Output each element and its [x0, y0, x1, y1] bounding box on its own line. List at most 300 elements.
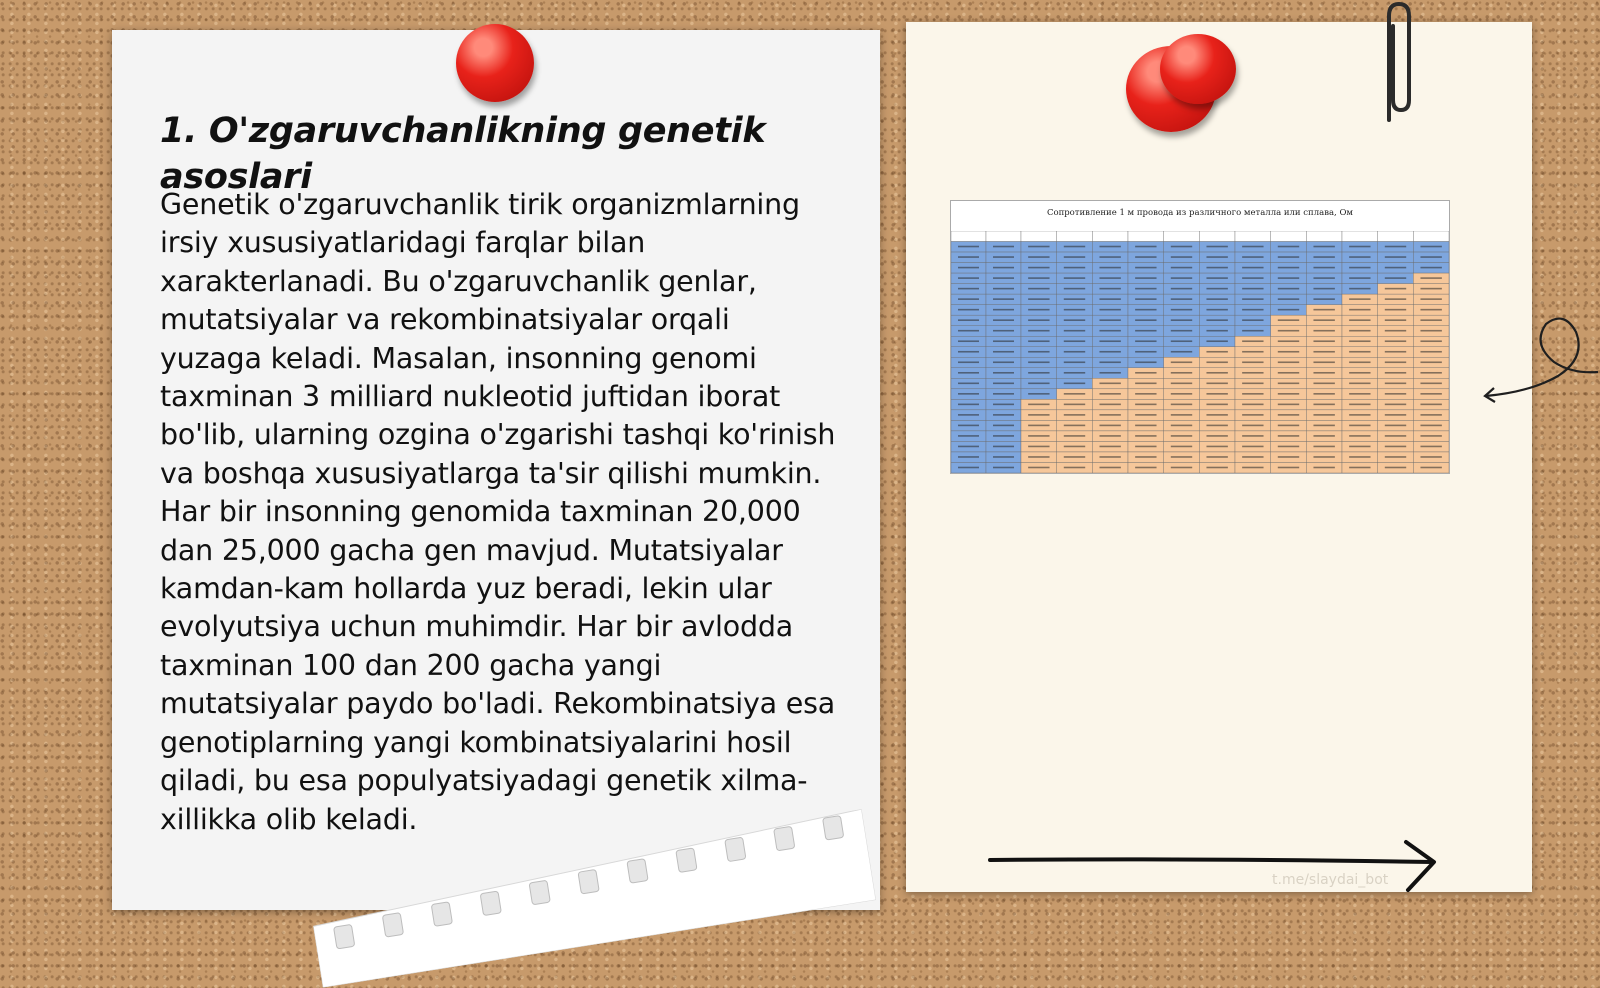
table-cell-value-mark — [1349, 404, 1370, 406]
table-cell-value-mark — [1385, 446, 1406, 448]
table-cell-value-mark — [958, 340, 979, 342]
table-cell-value-mark — [1420, 298, 1441, 300]
table-cell-value-mark — [1099, 256, 1120, 258]
table-cell-value-mark — [1028, 351, 1049, 353]
table-cell-value-mark — [1242, 288, 1263, 290]
table-cell-value-mark — [1206, 340, 1227, 342]
table-cell-value-mark — [1313, 425, 1334, 427]
table-cell-value-mark — [1420, 393, 1441, 395]
slide-body-text: Genetik o'zgaruvchanlik tirik organizmlarning irsiy xususiyatlaridagi farqlar bilan xarakterlanadi. Bu o'zgaruvchanlik genlar, mutatsiyalar va rekombinatsiyalar orqali yuzaga keladi. Masalan, insonning genomi taxminan 3 milliard nukleotid juftidan iborat bo'lib, ularning ozgina o'zgarishi tashqi ko'rinish va boshqa xususiyatlarga ta'sir qilishi mumkin. Har bir insonning genomida taxminan 20,000 dan 25,000 gacha gen mavjud. Mutatsiyalar kamdan-kam hollarda yuz beradi, lekin ular evolyutsiya uchun muhimdir. Har bir avlodda taxminan 100 dan 200 gacha yangi mutatsiyalar paydo bo'ladi. Rekombinatsiya esa genotiplarning yangi kombinatsiyalarini hosil qiladi, bu esa populyatsiyadagi genetik xilma-xillikka olib keladi. — [160, 188, 836, 836]
table-cell-value-mark — [1099, 393, 1120, 395]
table-cell — [1021, 231, 1057, 242]
table-cell-value-mark — [1171, 414, 1192, 416]
table-cell-value-mark — [1278, 435, 1299, 437]
table-cell-value-mark — [1349, 277, 1370, 279]
table-cell-value-mark — [1064, 267, 1085, 269]
table-cell-value-mark — [1099, 435, 1120, 437]
table-cell-value-mark — [1420, 425, 1441, 427]
table-cell-value-mark — [1206, 330, 1227, 332]
table-cell-value-mark — [1385, 256, 1406, 258]
table-cell-value-mark — [1313, 298, 1334, 300]
table-cell-value-mark — [1135, 446, 1156, 448]
table-cell-value-mark — [1349, 267, 1370, 269]
table-cell-value-mark — [1064, 456, 1085, 458]
table-cell-value-mark — [1135, 383, 1156, 385]
table-cell-value-mark — [993, 319, 1014, 321]
table-cell-value-mark — [1313, 288, 1334, 290]
table-cell-value-mark — [1028, 446, 1049, 448]
table-cell-value-mark — [1099, 267, 1120, 269]
table-cell-value-mark — [1206, 372, 1227, 374]
table-cell-value-mark — [1385, 361, 1406, 363]
table-cell-value-mark — [1099, 309, 1120, 311]
resistance-table-image — [950, 200, 1450, 474]
table-cell-value-mark — [1135, 404, 1156, 406]
table-cell-value-mark — [1028, 256, 1049, 258]
table-cell-value-mark — [1206, 277, 1227, 279]
table-cell-value-mark — [1171, 267, 1192, 269]
table-cell-value-mark — [1206, 309, 1227, 311]
table-cell-value-mark — [1420, 309, 1441, 311]
table-cell-value-mark — [1420, 288, 1441, 290]
table-cell-value-mark — [1278, 383, 1299, 385]
table-cell — [1342, 231, 1378, 242]
table-cell-value-mark — [1064, 446, 1085, 448]
table-cell-value-mark — [1028, 467, 1049, 469]
table-cell-value-mark — [1171, 361, 1192, 363]
table-cell — [1235, 231, 1271, 242]
table-cell-value-mark — [1171, 435, 1192, 437]
table-cell-value-mark — [1278, 340, 1299, 342]
table-cell-value-mark — [1099, 298, 1120, 300]
table-cell-value-mark — [1420, 267, 1441, 269]
table-cell-value-mark — [1242, 277, 1263, 279]
table-cell-value-mark — [1171, 309, 1192, 311]
table-cell-value-mark — [1171, 340, 1192, 342]
table-cell-value-mark — [1135, 309, 1156, 311]
table-cell-value-mark — [993, 246, 1014, 248]
table-cell-value-mark — [1028, 298, 1049, 300]
table-cell-value-mark — [1135, 288, 1156, 290]
table-cell-value-mark — [1028, 425, 1049, 427]
table-cell-value-mark — [1099, 319, 1120, 321]
table-cell-value-mark — [1028, 288, 1049, 290]
table-cell-value-mark — [1171, 446, 1192, 448]
table-cell-value-mark — [1420, 361, 1441, 363]
table-cell-value-mark — [1385, 288, 1406, 290]
table-cell-value-mark — [1349, 425, 1370, 427]
table-cell-value-mark — [1135, 319, 1156, 321]
table-cell-value-mark — [993, 288, 1014, 290]
table-cell-value-mark — [1313, 267, 1334, 269]
table-cell-value-mark — [1420, 340, 1441, 342]
table-cell-value-mark — [1278, 393, 1299, 395]
table-cell-value-mark — [1242, 246, 1263, 248]
table-cell-value-mark — [1420, 246, 1441, 248]
table-cell-value-mark — [1278, 309, 1299, 311]
table-cell-value-mark — [1349, 414, 1370, 416]
table-cell-value-mark — [1313, 309, 1334, 311]
table-cell-value-mark — [1135, 330, 1156, 332]
table-cell-value-mark — [993, 456, 1014, 458]
table-cell-value-mark — [1171, 467, 1192, 469]
table-cell-value-mark — [958, 446, 979, 448]
table-cell-value-mark — [958, 467, 979, 469]
table-cell-value-mark — [1385, 309, 1406, 311]
table-cell-value-mark — [1064, 372, 1085, 374]
table-cell-value-mark — [1385, 246, 1406, 248]
table-cell-value-mark — [1171, 330, 1192, 332]
table-cell-value-mark — [1206, 393, 1227, 395]
table-cell-value-mark — [993, 414, 1014, 416]
table-cell-value-mark — [1349, 467, 1370, 469]
table-cell-value-mark — [1171, 246, 1192, 248]
table-cell-value-mark — [1313, 277, 1334, 279]
table-cell-value-mark — [1313, 467, 1334, 469]
table-cell-value-mark — [1349, 435, 1370, 437]
table-cell-value-mark — [1349, 309, 1370, 311]
table-cell-value-mark — [1206, 298, 1227, 300]
table-cell-value-mark — [1242, 330, 1263, 332]
table-cell-value-mark — [1242, 456, 1263, 458]
table-cell — [951, 231, 986, 242]
table-cell-value-mark — [958, 404, 979, 406]
table-cell-value-mark — [1099, 414, 1120, 416]
table-cell-value-mark — [993, 277, 1014, 279]
table-cell-value-mark — [1028, 246, 1049, 248]
table-cell — [1057, 231, 1093, 242]
table-cell-value-mark — [1028, 340, 1049, 342]
table-cell — [1306, 231, 1342, 242]
table-cell-value-mark — [958, 330, 979, 332]
table-cell-value-mark — [1135, 256, 1156, 258]
table-cell-value-mark — [1278, 414, 1299, 416]
table-cell-value-mark — [1349, 446, 1370, 448]
table-cell-value-mark — [1313, 246, 1334, 248]
table-cell-value-mark — [1099, 330, 1120, 332]
table-cell-value-mark — [1135, 414, 1156, 416]
table-cell-value-mark — [1313, 404, 1334, 406]
table-cell-value-mark — [1420, 256, 1441, 258]
table-cell-value-mark — [958, 288, 979, 290]
table-cell-value-mark — [1064, 383, 1085, 385]
table-cell-value-mark — [1278, 330, 1299, 332]
table-cell-value-mark — [993, 467, 1014, 469]
table-cell-value-mark — [1313, 456, 1334, 458]
table-cell-value-mark — [958, 256, 979, 258]
table-cell-value-mark — [1242, 256, 1263, 258]
table-cell-value-mark — [1171, 393, 1192, 395]
table-cell-value-mark — [1313, 256, 1334, 258]
table-cell-value-mark — [1064, 277, 1085, 279]
table-cell-value-mark — [1313, 351, 1334, 353]
table-cell-value-mark — [1171, 319, 1192, 321]
pushpin-icon — [456, 24, 534, 102]
table-cell-value-mark — [1028, 456, 1049, 458]
table-cell-value-mark — [1171, 372, 1192, 374]
table-cell-value-mark — [1349, 340, 1370, 342]
table-cell-value-mark — [1171, 256, 1192, 258]
table-cell-value-mark — [1206, 456, 1227, 458]
table-cell-value-mark — [1242, 298, 1263, 300]
table-cell-value-mark — [1206, 467, 1227, 469]
table-cell-value-mark — [1278, 246, 1299, 248]
table-cell-value-mark — [1028, 404, 1049, 406]
table-cell — [1092, 231, 1128, 242]
table-cell — [986, 231, 1021, 242]
table-cell-value-mark — [1349, 456, 1370, 458]
table-cell-value-mark — [958, 361, 979, 363]
table-cell-value-mark — [1064, 319, 1085, 321]
table-cell-value-mark — [1206, 383, 1227, 385]
table-cell-value-mark — [1349, 319, 1370, 321]
table-cell-value-mark — [1171, 456, 1192, 458]
table-cell-value-mark — [1099, 404, 1120, 406]
table-cell-value-mark — [1135, 393, 1156, 395]
table-cell-value-mark — [1099, 288, 1120, 290]
table-cell-value-mark — [1278, 456, 1299, 458]
table-cell-value-mark — [1278, 467, 1299, 469]
table-cell-value-mark — [1349, 372, 1370, 374]
table-cell-value-mark — [1064, 467, 1085, 469]
table-cell-value-mark — [1099, 372, 1120, 374]
table-cell-value-mark — [958, 319, 979, 321]
table-cell-value-mark — [1064, 435, 1085, 437]
table-cell-value-mark — [1171, 383, 1192, 385]
table-cell-value-mark — [1099, 383, 1120, 385]
table-cell-value-mark — [1099, 456, 1120, 458]
table-cell-value-mark — [993, 425, 1014, 427]
table-cell-value-mark — [1064, 330, 1085, 332]
table-cell-value-mark — [1135, 435, 1156, 437]
table-cell-value-mark — [958, 267, 979, 269]
table-cell-value-mark — [1242, 372, 1263, 374]
table-cell-value-mark — [1349, 351, 1370, 353]
table-cell-value-mark — [1135, 467, 1156, 469]
table-cell — [1413, 231, 1449, 242]
table-cell-value-mark — [1420, 383, 1441, 385]
table-cell — [1164, 231, 1200, 242]
table-cell-value-mark — [1135, 298, 1156, 300]
table-cell-value-mark — [1028, 309, 1049, 311]
table-cell-value-mark — [1385, 372, 1406, 374]
table-cell-value-mark — [1349, 288, 1370, 290]
table-cell-value-mark — [1064, 404, 1085, 406]
table-cell-value-mark — [1349, 361, 1370, 363]
table-cell-value-mark — [1420, 330, 1441, 332]
table-cell-value-mark — [1135, 372, 1156, 374]
table-cell-value-mark — [1278, 351, 1299, 353]
table-cell-value-mark — [1242, 404, 1263, 406]
table-cell-value-mark — [1420, 446, 1441, 448]
table-cell-value-mark — [1206, 319, 1227, 321]
table-cell-value-mark — [1278, 319, 1299, 321]
table-cell-value-mark — [1420, 467, 1441, 469]
table-cell-value-mark — [1385, 393, 1406, 395]
table-cell-value-mark — [1313, 383, 1334, 385]
table-cell-value-mark — [993, 340, 1014, 342]
table-cell-value-mark — [1278, 446, 1299, 448]
table-cell-value-mark — [1313, 340, 1334, 342]
table-cell-value-mark — [1385, 298, 1406, 300]
table-cell-value-mark — [958, 372, 979, 374]
table-cell-value-mark — [1242, 309, 1263, 311]
table-cell — [1128, 231, 1164, 242]
table-cell-value-mark — [1242, 361, 1263, 363]
table-cell-value-mark — [1278, 372, 1299, 374]
table-cell-value-mark — [1064, 425, 1085, 427]
table-cell-value-mark — [1313, 446, 1334, 448]
table-cell-value-mark — [1385, 330, 1406, 332]
table-cell-value-mark — [993, 298, 1014, 300]
table-cell-value-mark — [1028, 414, 1049, 416]
table-cell-value-mark — [1171, 351, 1192, 353]
table-cell-value-mark — [1028, 435, 1049, 437]
table-cell-value-mark — [958, 246, 979, 248]
table-cell-value-mark — [1242, 393, 1263, 395]
table-cell-value-mark — [1313, 319, 1334, 321]
table-cell-value-mark — [1064, 361, 1085, 363]
table-cell-value-mark — [1206, 351, 1227, 353]
table-cell-value-mark — [958, 309, 979, 311]
table-cell-value-mark — [993, 435, 1014, 437]
table-cell-value-mark — [993, 330, 1014, 332]
table-cell-value-mark — [1099, 446, 1120, 448]
table-cell — [1271, 231, 1307, 242]
table-cell-value-mark — [958, 393, 979, 395]
table-cell-value-mark — [1064, 288, 1085, 290]
curl-arrow-icon — [1480, 312, 1600, 408]
table-cell-value-mark — [1242, 435, 1263, 437]
table-cell-value-mark — [1420, 414, 1441, 416]
table-cell-value-mark — [1349, 383, 1370, 385]
table-cell-value-mark — [1385, 319, 1406, 321]
table-cell-value-mark — [1099, 340, 1120, 342]
table-cell-value-mark — [1171, 288, 1192, 290]
table-cell-value-mark — [1099, 351, 1120, 353]
table-cell-value-mark — [1242, 340, 1263, 342]
table-cell-value-mark — [1385, 267, 1406, 269]
table-cell-value-mark — [1349, 393, 1370, 395]
table-cell-value-mark — [1099, 246, 1120, 248]
table-cell-value-mark — [1385, 277, 1406, 279]
table-cell-value-mark — [1278, 267, 1299, 269]
table-cell-value-mark — [1028, 383, 1049, 385]
table-cell-value-mark — [1206, 404, 1227, 406]
table-cell-value-mark — [1064, 393, 1085, 395]
table-cell-value-mark — [1349, 298, 1370, 300]
table-cell-value-mark — [1206, 288, 1227, 290]
paperclip-icon — [1375, 0, 1421, 126]
table-cell-value-mark — [958, 383, 979, 385]
table-cell-value-mark — [1064, 298, 1085, 300]
table-cell-value-mark — [1028, 372, 1049, 374]
table-cell-value-mark — [1385, 425, 1406, 427]
table-cell-value-mark — [1313, 435, 1334, 437]
table-cell-value-mark — [1420, 351, 1441, 353]
table-cell-value-mark — [993, 393, 1014, 395]
table-cell-value-mark — [1064, 256, 1085, 258]
table-cell-value-mark — [958, 435, 979, 437]
table-cell-value-mark — [1420, 456, 1441, 458]
table-cell-value-mark — [993, 267, 1014, 269]
table-cell-value-mark — [1313, 361, 1334, 363]
table-cell-value-mark — [1242, 467, 1263, 469]
table-cell-value-mark — [1385, 340, 1406, 342]
table-cell-value-mark — [1385, 351, 1406, 353]
table-cell-value-mark — [1171, 298, 1192, 300]
table-cell-value-mark — [958, 298, 979, 300]
table-cell-value-mark — [1278, 361, 1299, 363]
table-cell-value-mark — [1385, 414, 1406, 416]
table-cell-value-mark — [1242, 267, 1263, 269]
table-cell-value-mark — [1385, 456, 1406, 458]
table-cell-value-mark — [1242, 425, 1263, 427]
table-cell-value-mark — [1206, 425, 1227, 427]
table-cell-value-mark — [958, 277, 979, 279]
table-cell-value-mark — [1385, 467, 1406, 469]
table-cell-value-mark — [1135, 425, 1156, 427]
table-cell-value-mark — [1206, 246, 1227, 248]
pushpin-icon — [1160, 34, 1236, 104]
table-cell-value-mark — [1420, 372, 1441, 374]
table-cell-value-mark — [1064, 414, 1085, 416]
table-cell-value-mark — [1064, 340, 1085, 342]
table-cell-value-mark — [993, 256, 1014, 258]
table-cell-value-mark — [1420, 435, 1441, 437]
table-cell-value-mark — [1135, 246, 1156, 248]
table-cell-value-mark — [1135, 351, 1156, 353]
slide-heading: 1. O'zgaruvchanlikning genetik asoslari — [160, 111, 766, 197]
table-cell-value-mark — [993, 446, 1014, 448]
table-cell-value-mark — [1313, 372, 1334, 374]
table-cell-value-mark — [993, 309, 1014, 311]
table-cell-value-mark — [1206, 414, 1227, 416]
arrow-right-icon — [988, 838, 1448, 898]
table-cell-value-mark — [993, 383, 1014, 385]
table-cell-value-mark — [1064, 309, 1085, 311]
table-cell — [1378, 231, 1414, 242]
table-cell-value-mark — [1135, 361, 1156, 363]
table-cell-value-mark — [1028, 393, 1049, 395]
table-cell-value-mark — [1028, 361, 1049, 363]
table-cell-value-mark — [1028, 319, 1049, 321]
table-cell-value-mark — [1420, 277, 1441, 279]
table-cell-value-mark — [1206, 256, 1227, 258]
table-cell-value-mark — [1420, 404, 1441, 406]
table-cell-value-mark — [958, 456, 979, 458]
table-cell-value-mark — [1278, 288, 1299, 290]
table-cell-value-mark — [993, 361, 1014, 363]
table-cell-value-mark — [1385, 435, 1406, 437]
table-cell-value-mark — [1206, 446, 1227, 448]
table-cell-value-mark — [1206, 435, 1227, 437]
table-cell-value-mark — [958, 351, 979, 353]
table-cell-value-mark — [1313, 414, 1334, 416]
table-cell-value-mark — [1313, 330, 1334, 332]
table-cell-value-mark — [1242, 319, 1263, 321]
table-title: Сопротивление 1 м провода из различного металла или сплава, Ом — [1046, 208, 1354, 218]
table-cell-value-mark — [1135, 456, 1156, 458]
table-cell-value-mark — [1135, 267, 1156, 269]
table-cell-value-mark — [1028, 330, 1049, 332]
table-cell-value-mark — [1278, 256, 1299, 258]
table-cell-value-mark — [1064, 351, 1085, 353]
table-cell-value-mark — [1242, 383, 1263, 385]
table-cell-value-mark — [958, 414, 979, 416]
table-cell-value-mark — [993, 351, 1014, 353]
table-cell-value-mark — [1135, 277, 1156, 279]
